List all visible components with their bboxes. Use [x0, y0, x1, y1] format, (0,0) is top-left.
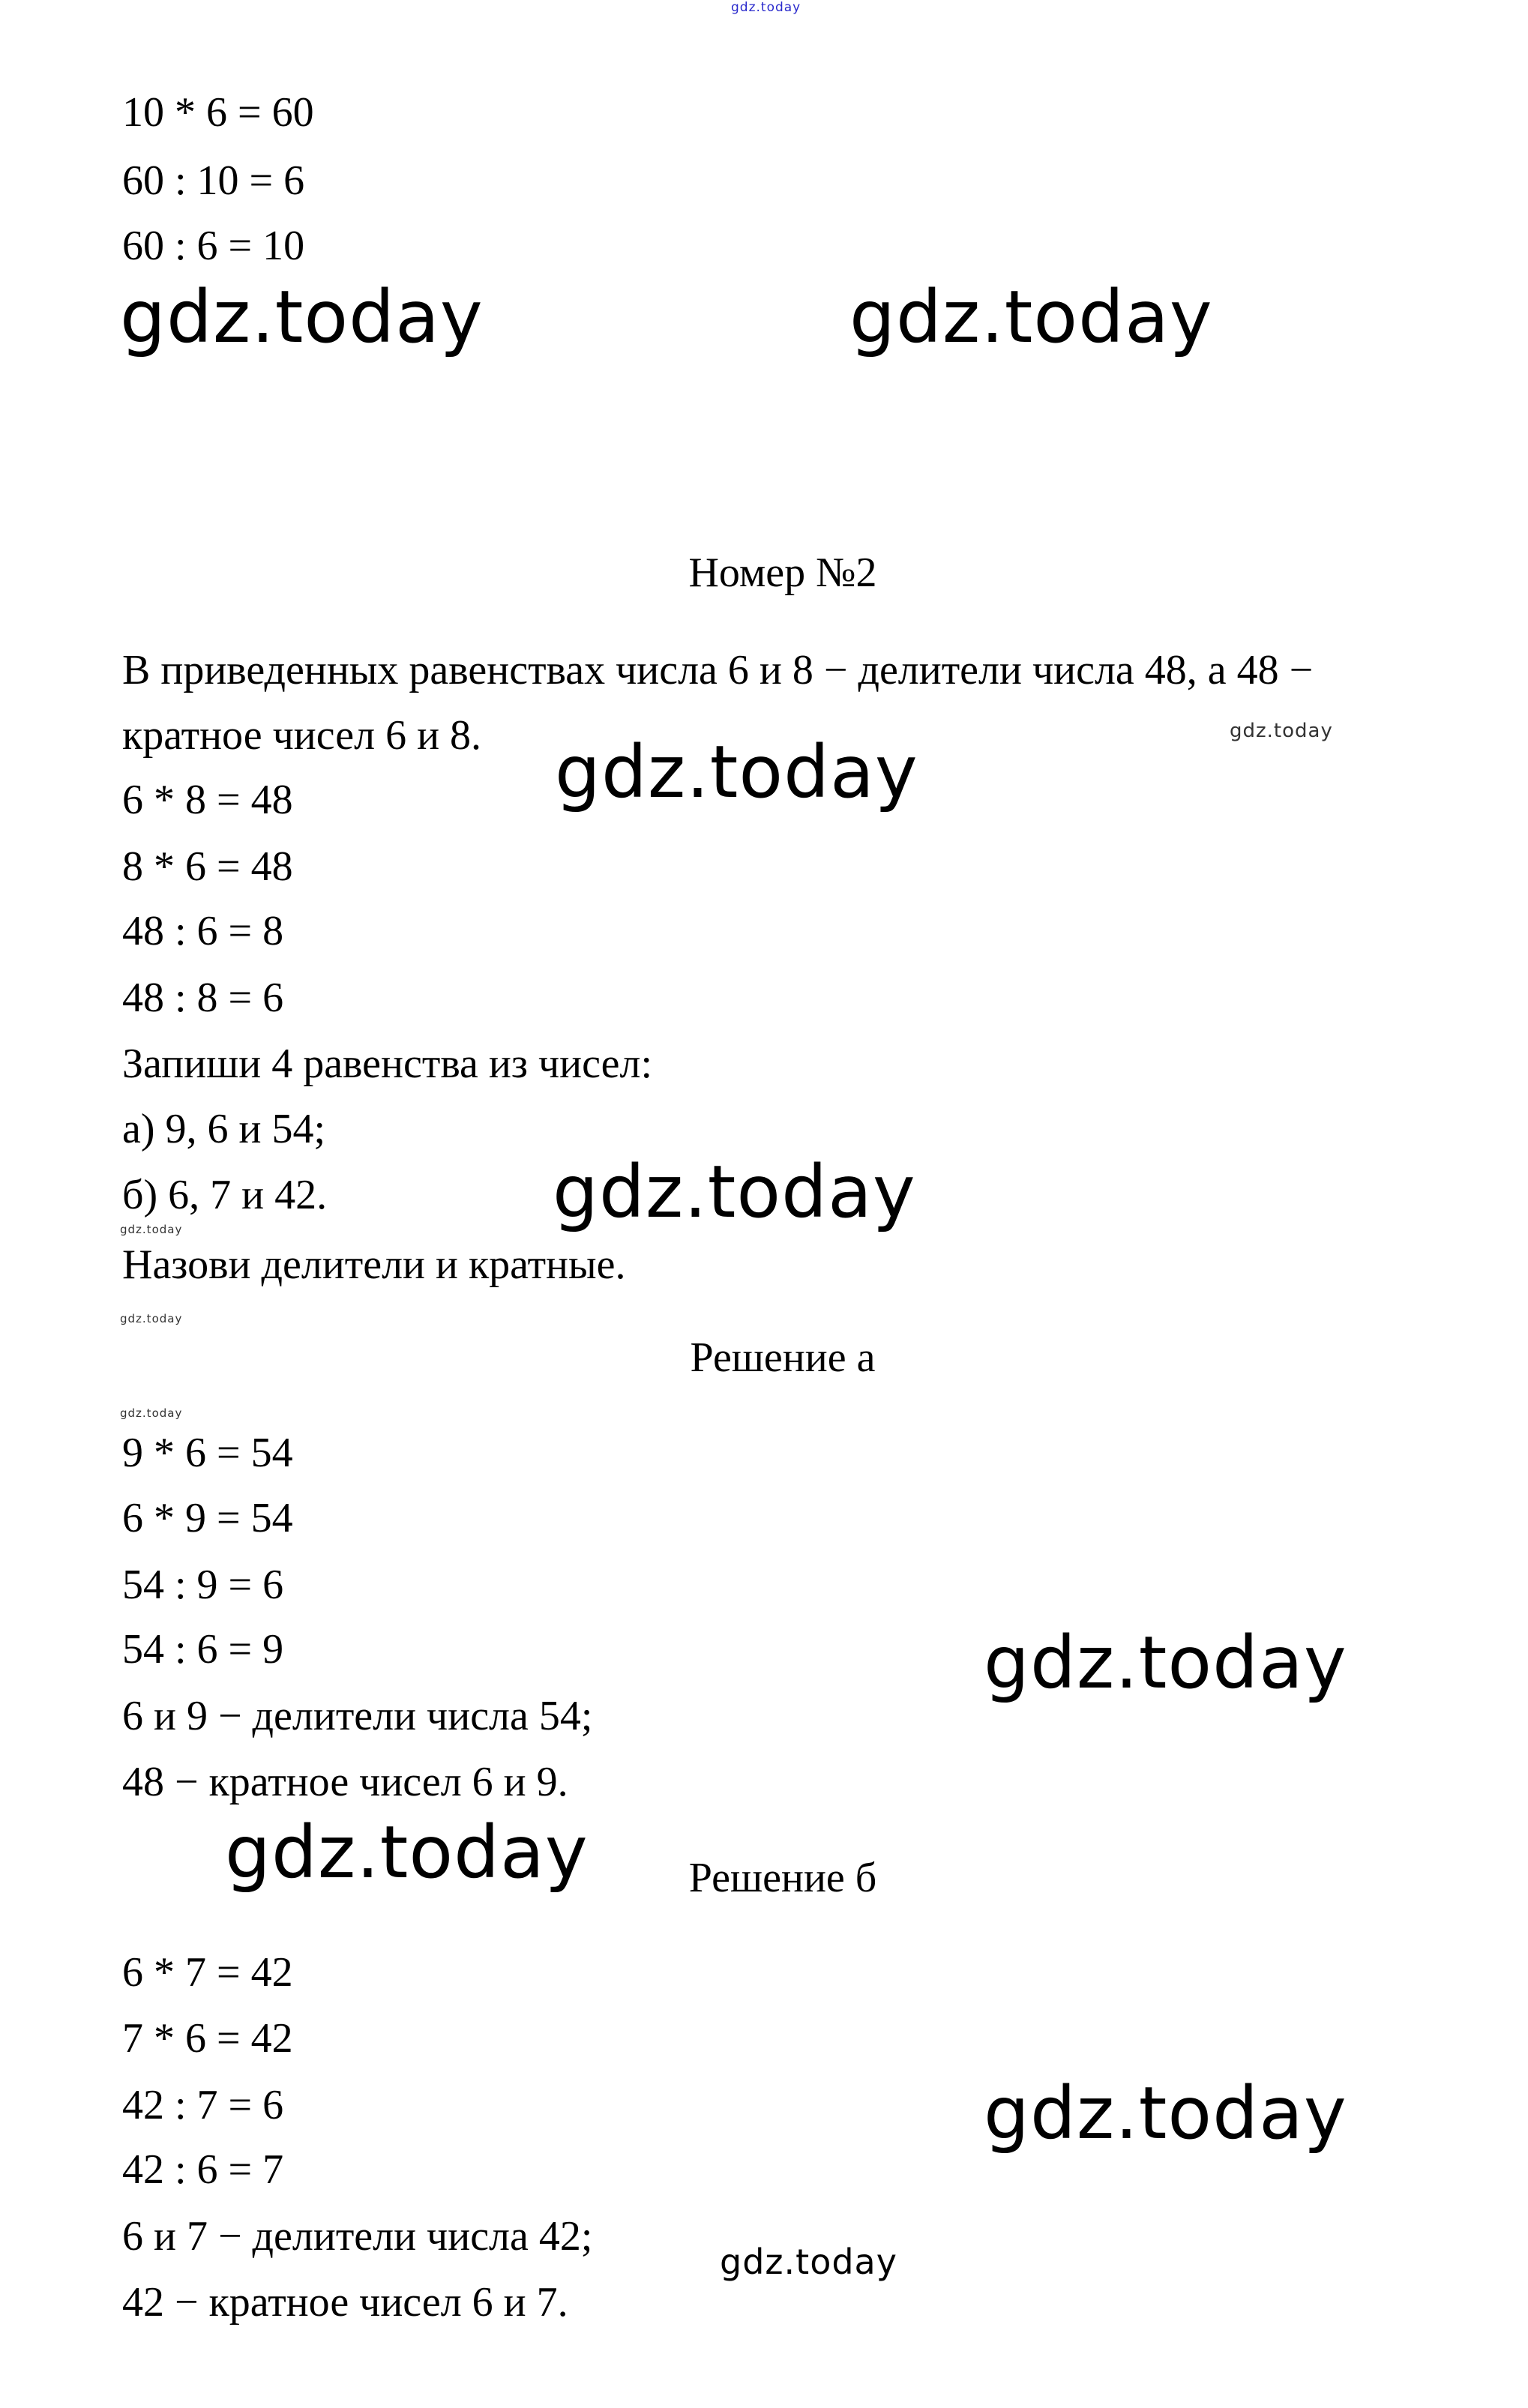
watermark: gdz.today [984, 1621, 1347, 1705]
watermark-top: gdz.today [731, 0, 801, 15]
section-heading: Решение б [688, 1855, 877, 1901]
equation-line: 7 * 6 = 42 [122, 2015, 293, 2062]
equation-line: 54 : 9 = 6 [122, 1562, 284, 1608]
equation-line: 10 * 6 = 60 [122, 89, 314, 136]
task-line: а) 9, 6 и 54; [122, 1106, 326, 1152]
equation-line: 9 * 6 = 54 [122, 1430, 293, 1476]
watermark: gdz.today [120, 275, 484, 359]
conclusion-line: 42 − кратное чисел 6 и 7. [122, 2279, 568, 2326]
equation-line: 54 : 6 = 9 [122, 1626, 284, 1673]
section-heading: Номер №2 [688, 550, 877, 596]
task-line: Назови делители и кратные. [122, 1241, 626, 1288]
watermark: gdz.today [555, 730, 918, 814]
equation-line: 6 * 8 = 48 [122, 777, 293, 823]
watermark: gdz.today [984, 2071, 1347, 2155]
conclusion-line: 6 и 7 − делители числа 42; [122, 2213, 593, 2260]
conclusion-line: 48 − кратное чисел 6 и 9. [122, 1759, 568, 1805]
section-heading: Решение а [690, 1334, 876, 1381]
task-line: б) 6, 7 и 42. [122, 1172, 328, 1218]
equation-line: 48 : 8 = 6 [122, 975, 284, 1021]
paragraph-line: кратное чисел 6 и 8. [122, 712, 482, 759]
watermark: gdz.today [849, 275, 1213, 359]
equation-line: 48 : 6 = 8 [122, 908, 284, 954]
equation-line: 60 : 10 = 6 [122, 157, 305, 204]
watermark: gdz.today [120, 1406, 183, 1420]
equation-line: 6 * 7 = 42 [122, 1949, 293, 1996]
equation-line: 8 * 6 = 48 [122, 843, 293, 890]
task-line: Запиши 4 равенства из чисел: [122, 1041, 652, 1087]
watermark: gdz.today [225, 1810, 589, 1894]
watermark: gdz.today [553, 1150, 916, 1234]
equation-line: 42 : 6 = 7 [122, 2146, 284, 2193]
paragraph-line: В приведенных равенствах числа 6 и 8 − делители числа 48, а 48 − [122, 647, 1314, 693]
equation-line: 60 : 6 = 10 [122, 223, 305, 269]
watermark: gdz.today [720, 2242, 897, 2282]
watermark: gdz.today [1230, 720, 1333, 742]
equation-line: 42 : 7 = 6 [122, 2082, 284, 2128]
watermark: gdz.today [120, 1312, 183, 1325]
conclusion-line: 6 и 9 − делители числа 54; [122, 1693, 593, 1739]
equation-line: 6 * 9 = 54 [122, 1495, 293, 1541]
watermark: gdz.today [120, 1223, 183, 1236]
